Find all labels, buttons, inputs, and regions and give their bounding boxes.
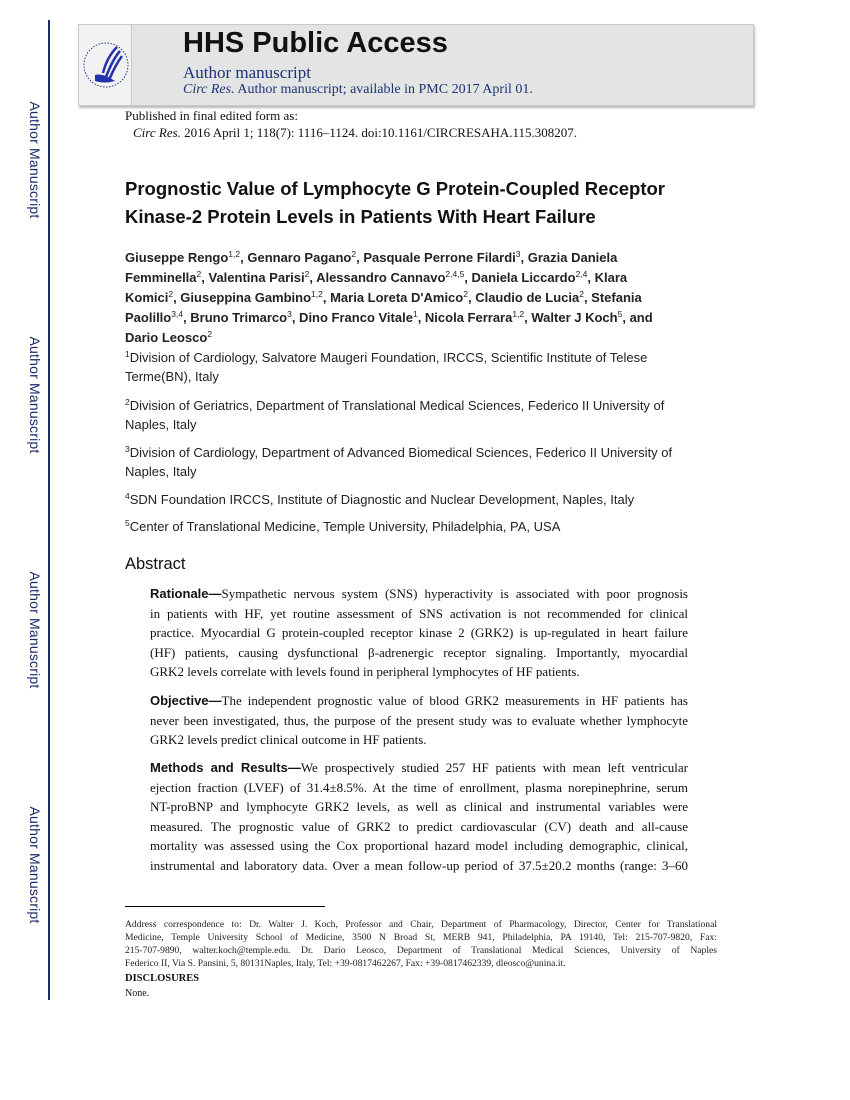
side-label-text: Author Manuscript (27, 101, 43, 219)
affiliation-text: Division of Cardiology, Department of Advanced Biomedical Sciences, Federico II University of (129, 445, 673, 460)
author-name: Paolillo (125, 310, 172, 325)
author-affiliation-mark: 1,2 (311, 289, 323, 299)
author-affiliation-mark: 1,2 (512, 309, 525, 319)
author-affiliation-mark: 2 (207, 329, 213, 339)
abstract-line (150, 819, 688, 835)
abstract-line (150, 713, 688, 729)
citation-text: 2016 April 1; 118(7): 1116–1124. doi:10.1161/CIRCRESAHA.115.308207. (184, 125, 578, 140)
abstract-text: instrumental and laboratory data. Over a mean follow-up period of 37.5±20.2 months (range: 3–60 (150, 858, 688, 873)
abstract-text: measured. The prognostic value of GRK2 to predict cardiovascular (CV) death and all-cause (150, 818, 688, 834)
affiliation-text: Division of Cardiology, Salvatore Maugeri Foundation, IRCCS, Scientific Institute of Telese (129, 350, 648, 365)
author-line (125, 269, 627, 285)
author-affiliation-mark: 5 (617, 309, 623, 319)
abstract-line (150, 586, 688, 602)
author-name: Dario Leosco (125, 330, 208, 345)
footnote-line: Medicine, Temple University School of Medicine, 3500 N Broad St, MERB 941, Philadelphia, PA 19140, Tel: 215-707-9820, Fax: (125, 932, 717, 943)
abstract-line (150, 693, 688, 709)
author-affiliation-mark: 3 (287, 309, 292, 319)
abstract-text: GRK2 levels correlate with levels found in peripheral lymphocytes of HF patients. (150, 664, 580, 680)
abstract-text: Sympathetic nervous system (SNS) hyperactivity is associated with poor prognosis (221, 586, 688, 601)
abstract-text: (HF) patients, causing dysfunctional β-adrenergic receptor signaling. Importantly, myocardial (150, 644, 688, 660)
abstract-text: ejection fraction (LVEF) of 31.4±8.5%. At the time of enrollment, plasma norepinephrine, serum (150, 779, 688, 795)
abstract-text: GRK2 levels predict clinical outcome in HF patients. (150, 732, 427, 748)
author-name: , Klara (587, 270, 628, 285)
abstract-line (150, 780, 688, 796)
author-name: , Nicola Ferrara (417, 310, 513, 325)
author-affiliation-mark: 2 (351, 249, 357, 259)
author-affiliation-mark: 2,4 (575, 269, 588, 279)
footnote-rule (125, 906, 325, 907)
author-name: , Giuseppina Gambino (173, 290, 312, 305)
abstract-text: NT-proBNP and lymphocyte GRK2 levels, as well as clinical and instrumental variables were (150, 799, 688, 815)
abstract-heading: Abstract (125, 555, 186, 573)
abstract-line (150, 645, 688, 661)
journal-name: Circ Res. (133, 125, 181, 140)
affiliation-line (125, 518, 560, 534)
affiliation-number: 4 (125, 491, 130, 501)
published-citation (133, 125, 577, 141)
abstract-section-label: Methods and Results— (150, 760, 301, 775)
author-name: , Bruno Trimarco (183, 310, 288, 325)
author-affiliation-mark: 2 (196, 269, 202, 279)
abstract-text: in patients with HF, yet routine assessment of SNS activation is not recommended for clinical (150, 605, 688, 621)
hhs-logo-icon (79, 25, 132, 105)
author-name: , Walter J Koch (524, 310, 618, 325)
footnote-line: 215-707-9890, walter.koch@temple.edu. Dr. Dario Leosco, Department of Translational Medical Sciences, University of Naples (125, 945, 717, 956)
author-name: , Stefania (583, 290, 642, 305)
header-title: HHS Public Access (183, 27, 448, 59)
affiliation-text: Center of Translational Medicine, Temple University, Philadelphia, PA, USA (129, 519, 561, 534)
abstract-text: never been investigated, thus, the purpose of the present study was to evaluate whether lymphocyte (150, 712, 688, 728)
author-affiliation-mark: 2 (579, 289, 584, 299)
author-name: , Alessandro Cannavo (309, 270, 446, 285)
abstract-text: practice. Myocardial G protein-coupled receptor kinase 2 (GRK2) is up-regulated in heart failure (150, 625, 688, 641)
author-affiliation-mark: 2 (168, 289, 174, 299)
abstract-line (150, 838, 688, 854)
affiliation-line (125, 491, 634, 507)
author-name: , Dino Franco Vitale (291, 310, 413, 325)
abstract-line (150, 664, 688, 680)
disclosures-text: None. (125, 988, 150, 999)
author-affiliation-mark: 2 (304, 269, 310, 279)
article-title-line: Prognostic Value of Lymphocyte G Protein-Coupled Receptor (125, 178, 665, 199)
availability-text: Author manuscript; available in PMC 2017 April 01. (237, 82, 533, 97)
affiliation-text: Naples, Italy (125, 464, 197, 479)
footnote-line: Address correspondence to: Dr. Walter J. Koch, Professor and Chair, Department of Pharmacology, Director, Center for Translational (125, 919, 717, 930)
side-label-text: Author Manuscript (27, 336, 43, 454)
side-label-text: Author Manuscript (27, 806, 43, 924)
disclosures-heading: DISCLOSURES (125, 973, 200, 984)
abstract-text: mortality was assessed using the Cox proportional hazard model including demographic, clinical, (150, 838, 688, 854)
author-name: , and (622, 310, 653, 325)
affiliation-line (125, 349, 647, 365)
author-line (125, 289, 642, 305)
abstract-line (150, 760, 688, 776)
affiliation-text: SDN Foundation IRCCS, Institute of Diagnostic and Nuclear Development, Naples, Italy (129, 492, 635, 507)
abstract-line (150, 625, 688, 641)
author-name: , Claudio de Lucia (467, 290, 580, 305)
author-name: , Valentina Parisi (201, 270, 305, 285)
published-label: Published in final edited form as: (125, 108, 298, 123)
author-name: , Gennaro Pagano (240, 250, 352, 265)
author-name: , Grazia Daniela (520, 250, 618, 265)
author-name: Femminella (125, 270, 197, 285)
author-name: , Daniela Liccardo (464, 270, 576, 285)
affiliation-line (125, 417, 197, 432)
author-name: Komici (125, 290, 169, 305)
affiliation-line (125, 369, 219, 384)
side-label-text: Author Manuscript (27, 571, 43, 689)
journal-name: Circ Res. (183, 82, 235, 97)
abstract-line (150, 732, 688, 748)
affiliation-number: 2 (125, 397, 130, 407)
abstract-line (150, 858, 688, 874)
author-affiliation-mark: 2 (463, 289, 468, 299)
author-line (125, 249, 617, 265)
affiliation-line (125, 444, 672, 460)
affiliation-line (125, 464, 197, 479)
author-line (125, 329, 212, 345)
author-name: , Maria Loreta D'Amico (322, 290, 464, 305)
abstract-section-label: Rationale— (150, 586, 222, 601)
affiliation-number: 3 (125, 444, 130, 454)
abstract-text: The independent prognostic value of blood GRK2 measurements in HF patients has (221, 693, 688, 708)
abstract-line (150, 606, 688, 622)
author-line (125, 309, 653, 325)
hhs-header (78, 24, 754, 106)
author-affiliation-mark: 3,4 (171, 309, 184, 319)
author-affiliation-mark: 3 (515, 249, 521, 259)
abstract-text: We prospectively studied 257 HF patients with mean left ventricular (300, 760, 688, 775)
affiliation-text: Naples, Italy (125, 417, 197, 432)
author-affiliation-mark: 1 (412, 309, 418, 319)
affiliation-text: Division of Geriatrics, Department of Translational Medical Sciences, Federico II University of (129, 398, 665, 413)
affiliation-text: Terme(BN), Italy (125, 369, 219, 384)
author-affiliation-mark: 2,4,5 (445, 269, 465, 279)
header-availability (183, 82, 533, 98)
footnote-line: Federico II, Via S. Pansini, 5, 80131Naples, Italy, Tel: +39-0817462267, Fax: +39-0817462339, dleosco@unina.it. (125, 958, 566, 969)
header-subtitle: Author manuscript (183, 63, 311, 82)
margin-rule (48, 20, 50, 1000)
article-title-line: Kinase-2 Protein Levels in Patients With Heart Failure (125, 206, 596, 227)
abstract-section-label: Objective— (150, 693, 222, 708)
author-name: Giuseppe Rengo (125, 250, 229, 265)
abstract-line (150, 799, 688, 815)
author-name: , Pasquale Perrone Filardi (356, 250, 516, 265)
affiliation-number: 5 (125, 518, 130, 528)
author-affiliation-mark: 1,2 (228, 249, 241, 259)
affiliation-line (125, 397, 664, 413)
affiliation-number: 1 (125, 349, 130, 359)
